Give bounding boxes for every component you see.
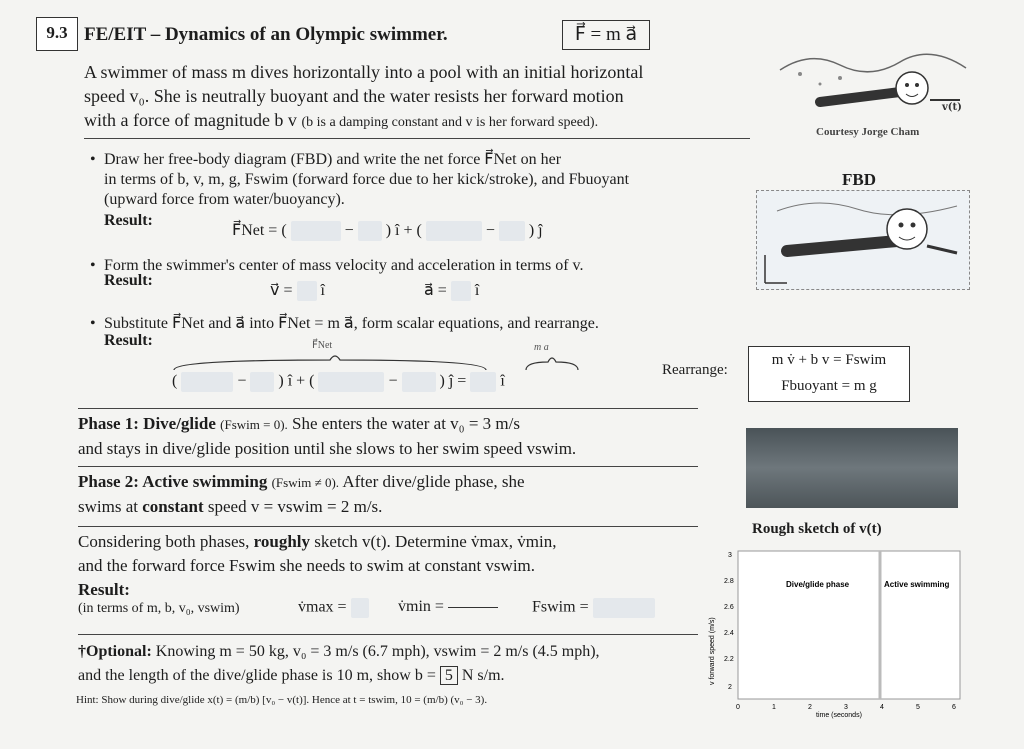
diving-photo — [746, 428, 958, 508]
fnet-i-part: ) î + ( — [385, 222, 422, 239]
brace-ma-label: m a⃗ — [534, 342, 557, 353]
fnet-blank-2[interactable] — [358, 221, 382, 241]
rearrange-line-1: m v̇ + b v = Fswim — [771, 352, 887, 368]
acceleration-blank[interactable] — [451, 281, 471, 301]
consider-text-1c: sketch v(t). Determine v̇max, v̇min, — [314, 532, 557, 551]
bullet-substitute: • Substitute F⃗Net and a⃗ into F⃗Net = m a⃗, form scalar equations, and rearrange. — [90, 314, 750, 334]
vmax-blank[interactable] — [351, 598, 369, 618]
divider — [78, 408, 698, 409]
b-value-box: 5 — [440, 666, 458, 685]
intro-line-1: A swimmer of mass m dives horizontally into a pool with an initial horizontal — [84, 62, 644, 82]
bullet-1-line-2: in terms of b, v, m, g, Fswim (forward force due to her kick/stroke), and Fbuoyant — [104, 171, 630, 188]
sub-minus-1: − — [237, 372, 247, 390]
consider-text-2: and the forward force Fswim she needs to swim at constant vswim. — [78, 556, 536, 575]
phase-1 — [78, 412, 718, 461]
result-label-4: Result: — [78, 580, 130, 599]
xtick: 5 — [916, 704, 920, 711]
velocity-unit: î — [320, 282, 325, 299]
vmax-equation — [298, 598, 369, 618]
result-label-3: Result: — [104, 332, 153, 349]
sub-i-part: ) î + ( — [278, 372, 315, 390]
phase-2 — [78, 470, 718, 519]
phase-1-title: Phase 1: Dive/glide — [78, 414, 216, 433]
image-credit: Courtesy Jorge Cham — [816, 126, 920, 138]
xtick: 6 — [952, 704, 956, 711]
xtick: 3 — [844, 704, 848, 711]
phase-2-constant: constant — [142, 497, 204, 516]
ytick: 2.8 — [724, 578, 734, 585]
optional-text-1: Knowing m = 50 kg, v₀ = 3 m/s (6.7 mph), vswim = 2 m/s (4.5 mph), — [155, 643, 600, 660]
brace-marks — [170, 350, 590, 372]
result-label-1: Result: — [104, 212, 153, 229]
intro-line-3-small: (b is a damping constant and v is her forward speed). — [301, 115, 599, 130]
problem-title: FE/EIT – Dynamics of an Olympic swimmer. — [84, 24, 448, 45]
sketch-title: Rough sketch of v(t) — [752, 521, 882, 537]
sub-blank-4[interactable] — [402, 372, 436, 392]
divider — [78, 526, 698, 527]
bullet-1-line-3: (upward force from water/buoyancy). — [104, 191, 345, 208]
fswim-label: Fswim = — [532, 598, 589, 616]
rearrange-label: Rearrange: — [662, 362, 728, 378]
bullet-2-line-1: Form the swimmer's center of mass velocity and acceleration in terms of v. — [104, 257, 584, 274]
phase-2-text-1: After dive/glide phase, she — [342, 472, 525, 491]
sub-blank-1[interactable] — [181, 372, 233, 392]
fnet-equation — [232, 220, 543, 241]
sub-blank-2[interactable] — [250, 372, 274, 392]
velocity-lhs: v⃗ = — [270, 282, 293, 299]
divider — [78, 466, 698, 467]
intro-paragraph — [84, 60, 764, 135]
fbd-swimmer-image — [756, 190, 970, 290]
bullet-velocity: • Form the swimmer's center of mass velocity and acceleration in terms of v. — [90, 256, 750, 276]
acceleration-unit: î — [474, 282, 480, 299]
phase-1-condition: (Fswim = 0). — [220, 417, 288, 432]
plot-area — [738, 551, 960, 699]
fswim-blank[interactable] — [593, 598, 655, 618]
vt-label: v(t) — [942, 102, 962, 113]
acceleration-lhs: a⃗ = — [424, 282, 447, 299]
intro-line-2: speed v₀. She is neutrally buoyant and the water resists her forward motion — [84, 86, 624, 106]
ytick: 2 — [728, 684, 732, 691]
fnet-lhs: F⃗Net = ( — [232, 222, 287, 239]
problem-number: 9.3 — [36, 17, 78, 51]
optional-block — [78, 640, 718, 688]
consider-text-1a: Considering both phases, — [78, 532, 250, 551]
terms-note: (in terms of m, b, v₀, vswim) — [78, 601, 240, 616]
substituted-equation — [172, 372, 505, 392]
fswim-equation — [532, 598, 655, 618]
hint-text: Hint: Show during dive/glide x(t) = (m/b) [v₀ − v(t)]. Hence at t = tswim, 10 = (m/b) (v₀ − 3). — [76, 694, 488, 706]
velocity-equation — [270, 280, 325, 301]
y-axis-label: v forward speed (m/s) — [709, 617, 716, 685]
phase-a-label: Dive/glide phase — [786, 580, 850, 589]
divider — [84, 138, 750, 139]
phase-1-text-1: She enters the water at v₀ = 3 m/s — [292, 414, 520, 433]
fnet-j-part: ) ĵ — [528, 222, 543, 239]
result-label-2: Result: — [104, 272, 153, 289]
acceleration-equation — [424, 280, 479, 301]
sub-blank-5[interactable] — [470, 372, 496, 392]
swimmer-cartoon-image — [780, 40, 966, 122]
vt-sketch-chart — [709, 545, 966, 725]
brace-fnet-label: F⃗Net — [312, 340, 333, 351]
fnet-minus-1: − — [344, 222, 354, 239]
sub-blank-3[interactable] — [318, 372, 384, 392]
rearrange-box — [748, 346, 910, 402]
consider-block — [78, 530, 718, 578]
vmin-equation — [398, 598, 498, 616]
bullet-fbd: • Draw her free-body diagram (FBD) and write the net force F⃗Net on her in terms of b, v, m, g, Fswim (forward force due to her kick/stroke), and Fbuoyant (upward force from water/buoyancy). — [90, 150, 750, 210]
phase-b-label: Active swimming — [884, 580, 950, 589]
rearrange-line-2: Fbuoyant = m g — [781, 378, 877, 394]
formula-box: F⃗ = m a⃗ — [562, 20, 650, 50]
sub-open: ( — [172, 372, 178, 390]
vmax-label: v̇max = — [298, 598, 347, 616]
sub-j-part: ) ĵ = — [439, 372, 467, 390]
xtick: 1 — [772, 704, 776, 711]
optional-text-2a: and the length of the dive/glide phase is 10 m, show b = — [78, 667, 436, 684]
vmin-label: v̇min = — [398, 598, 444, 615]
optional-label: †Optional: — [78, 643, 152, 660]
divider — [78, 634, 698, 635]
xtick: 2 — [808, 704, 812, 711]
phase-2-condition: (Fswim ≠ 0). — [271, 475, 340, 490]
phase-2-text-2a: swims at — [78, 497, 138, 516]
fnet-blank-3[interactable] — [426, 221, 482, 241]
phase-1-text-2: and stays in dive/glide position until she slows to her swim speed vswim. — [78, 439, 577, 458]
fnet-blank-4[interactable] — [499, 221, 525, 241]
intro-line-3: with a force of magnitude b v — [84, 110, 297, 130]
ytick: 2.2 — [724, 656, 734, 663]
fnet-blank-1[interactable] — [291, 221, 341, 241]
fnet-minus-2: − — [485, 222, 495, 239]
ytick: 2.6 — [724, 604, 734, 611]
x-axis-label: time (seconds) — [816, 712, 862, 719]
phase-2-text-2c: speed v = vswim = 2 m/s. — [207, 497, 383, 516]
fbd-label: FBD — [842, 170, 876, 189]
ytick: 3 — [728, 552, 732, 559]
xtick: 0 — [736, 704, 740, 711]
bullet-1-line-1: Draw her free-body diagram (FBD) and write the net force F⃗Net on her — [104, 151, 562, 168]
velocity-blank[interactable] — [297, 281, 317, 301]
ytick: 2.4 — [724, 630, 734, 637]
consider-roughly: roughly — [253, 532, 311, 551]
vmin-fraction-line[interactable] — [448, 607, 498, 608]
sub-unit: î — [500, 372, 505, 390]
phase-2-title: Phase 2: Active swimming — [78, 472, 268, 491]
xtick: 4 — [880, 704, 884, 711]
bullet-3-line-1: Substitute F⃗Net and a⃗ into F⃗Net = m a⃗, form scalar equations, and rearrange. — [104, 315, 599, 332]
sub-minus-2: − — [388, 372, 398, 390]
optional-text-2b: N s/m. — [461, 667, 505, 684]
